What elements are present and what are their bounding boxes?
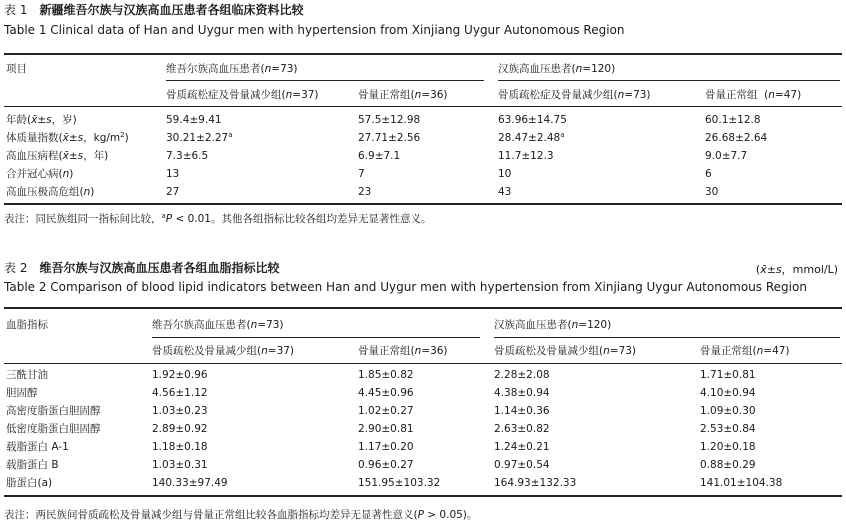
table1-header-item: 项目 bbox=[6, 63, 27, 75]
table1-row-label: 年龄(x̄±s，岁) bbox=[6, 114, 77, 126]
table1-cell: 59.4±9.41 bbox=[166, 114, 222, 126]
table1-group-rule-uygur bbox=[166, 80, 484, 81]
table2-cell: 1.92±0.96 bbox=[152, 369, 208, 381]
table2-sub-4: 骨量正常组(n=47) bbox=[700, 345, 790, 357]
table1-cell: 30 bbox=[705, 186, 719, 198]
table1-cell: 28.47±2.48$^a$ bbox=[498, 131, 565, 144]
table2-header-rule bbox=[4, 363, 842, 364]
table2-cell: 4.56±1.12 bbox=[152, 387, 208, 399]
table2-cell: 1.03±0.31 bbox=[152, 459, 208, 471]
table1-sub-2: 骨量正常组(n=36) bbox=[358, 89, 448, 101]
table1-cell: 7 bbox=[358, 168, 365, 180]
table2-row-label: 低密度脂蛋白胆固醇 bbox=[6, 423, 101, 435]
table1-sub-4: 骨量正常组 (n=47) bbox=[705, 89, 802, 101]
table1-header-rule bbox=[4, 106, 842, 107]
table2-cell: 0.88±0.29 bbox=[700, 459, 756, 471]
table2-row-label: 胆固醇 bbox=[6, 387, 38, 399]
table1-row-label: 体质量指数(x̄±s，$kg/m^2$) bbox=[6, 131, 129, 144]
table2-cell: 1.09±0.30 bbox=[700, 405, 756, 417]
table2-cell: 1.02±0.27 bbox=[358, 405, 414, 417]
table1-top-rule bbox=[4, 53, 842, 55]
table1-row-label: 高血压病程(x̄±s，年) bbox=[6, 150, 109, 162]
table2-title-en: Table 2 Comparison of blood lipid indicators between Han and Uygur men with hypertension from Xinjiang Uygur Autonomous Region bbox=[4, 280, 807, 294]
table1-title-text: 新疆维吾尔族与汉族高血压患者各组临床资料比较 bbox=[39, 3, 304, 17]
table2-group-rule-uygur bbox=[152, 337, 480, 338]
table2-cell: 0.97±0.54 bbox=[494, 459, 550, 471]
table2-row-label: 载脂蛋白 A-1 bbox=[6, 441, 69, 453]
table2-cell: 140.33±97.49 bbox=[152, 477, 228, 489]
table1-title-cn bbox=[4, 2, 303, 18]
table2-cell: 4.38±0.94 bbox=[494, 387, 550, 399]
table2-title-text: 维吾尔族与汉族高血压患者各组血脂指标比较 bbox=[39, 261, 280, 275]
table1-number: 表 1 bbox=[4, 3, 28, 17]
table2-unit: (x̄±s，mmol/L) bbox=[755, 263, 838, 276]
table1-cell: 7.3±6.5 bbox=[166, 150, 209, 162]
table1-cell: 9.0±7.7 bbox=[705, 150, 748, 162]
table1-row-label: 合并冠心病(n) bbox=[6, 168, 74, 180]
table2-cell: 1.14±0.36 bbox=[494, 405, 550, 417]
table2-header-uygur: 维吾尔族高血压患者(n=73) bbox=[152, 319, 284, 331]
table1-cell: 26.68±2.64 bbox=[705, 132, 768, 144]
table2-cell: 2.89±0.92 bbox=[152, 423, 208, 435]
table2-cell: 0.96±0.27 bbox=[358, 459, 414, 471]
table2-group-rule-han bbox=[494, 337, 840, 338]
table1-title-en: Table 1 Clinical data of Han and Uygur men with hypertension from Xinjiang Uygur Autonomous Region bbox=[4, 23, 625, 37]
table1-cell: 11.7±12.3 bbox=[498, 150, 554, 162]
table1-row-label: 高血压极高危组(n) bbox=[6, 186, 95, 198]
table2-row-label: 脂蛋白(a) bbox=[6, 477, 53, 489]
table2-cell: 141.01±104.38 bbox=[700, 477, 783, 489]
table2-cell: 1.24±0.21 bbox=[494, 441, 550, 453]
table2-header-han: 汉族高血压患者(n=120) bbox=[494, 319, 612, 331]
table1-cell: 27 bbox=[166, 186, 180, 198]
table1-cell: 57.5±12.98 bbox=[358, 114, 421, 126]
table2-cell: 2.28±2.08 bbox=[494, 369, 550, 381]
table2-note: 表注：两民族间骨质疏松及骨量减少组与骨量正常组比较各血脂指标均差异无显著性意义(P > 0.05)。 bbox=[4, 509, 478, 521]
table1-cell: 6.9±7.1 bbox=[358, 150, 401, 162]
table2-cell: 2.63±0.82 bbox=[494, 423, 550, 435]
table1-cell: 30.21±2.27$^a$ bbox=[166, 131, 233, 144]
table1-cell: 43 bbox=[498, 186, 512, 198]
table1-cell: 23 bbox=[358, 186, 372, 198]
table2-row-label: 三酰甘油 bbox=[6, 369, 48, 381]
table2-number: 表 2 bbox=[4, 261, 28, 275]
table2-cell: 1.17±0.20 bbox=[358, 441, 414, 453]
table2-cell: 4.10±0.94 bbox=[700, 387, 756, 399]
table2-row-label: 载脂蛋白 B bbox=[6, 459, 59, 471]
table2-cell: 164.93±132.33 bbox=[494, 477, 577, 489]
table1-header-han: 汉族高血压患者(n=120) bbox=[498, 63, 616, 75]
table2-cell: 4.45±0.96 bbox=[358, 387, 414, 399]
table1-cell: 13 bbox=[166, 168, 180, 180]
table2-header-item: 血脂指标 bbox=[6, 319, 48, 331]
table1-cell: 10 bbox=[498, 168, 512, 180]
table1-group-rule-han bbox=[498, 80, 840, 81]
table1-cell: 60.1±12.8 bbox=[705, 114, 761, 126]
table2-sub-2: 骨量正常组(n=36) bbox=[358, 345, 448, 357]
table2-sub-3: 骨质疏松及骨量减少组(n=73) bbox=[494, 345, 637, 357]
table2-bottom-rule bbox=[4, 495, 842, 497]
table1-cell: 63.96±14.75 bbox=[498, 114, 567, 126]
table2-title-cn bbox=[4, 260, 279, 276]
table2-cell: 1.18±0.18 bbox=[152, 441, 208, 453]
table2-cell: 1.03±0.23 bbox=[152, 405, 208, 417]
table1-cell: 6 bbox=[705, 168, 712, 180]
table1-header-uygur: 维吾尔族高血压患者(n=73) bbox=[166, 63, 298, 75]
table2-cell: 1.85±0.82 bbox=[358, 369, 414, 381]
table2-cell: 1.20±0.18 bbox=[700, 441, 756, 453]
table1-note: 表注：同民族组同一指标间比较，$^a$P < 0.01。其他各组指标比较各组均差异无显著性意义。 bbox=[4, 212, 432, 225]
table2-cell: 2.90±0.81 bbox=[358, 423, 414, 435]
table1-bottom-rule bbox=[4, 203, 842, 205]
table2-cell: 1.71±0.81 bbox=[700, 369, 756, 381]
table1-sub-3: 骨质疏松症及骨量减少组(n=73) bbox=[498, 89, 651, 101]
table2-sub-1: 骨质疏松及骨量减少组(n=37) bbox=[152, 345, 295, 357]
table2-cell: 2.53±0.84 bbox=[700, 423, 756, 435]
table1-cell: 27.71±2.56 bbox=[358, 132, 421, 144]
table2-cell: 151.95±103.32 bbox=[358, 477, 441, 489]
table2-top-rule bbox=[4, 307, 842, 309]
table1-sub-1: 骨质疏松症及骨量减少组(n=37) bbox=[166, 89, 319, 101]
table2-row-label: 高密度脂蛋白胆固醇 bbox=[6, 405, 101, 417]
